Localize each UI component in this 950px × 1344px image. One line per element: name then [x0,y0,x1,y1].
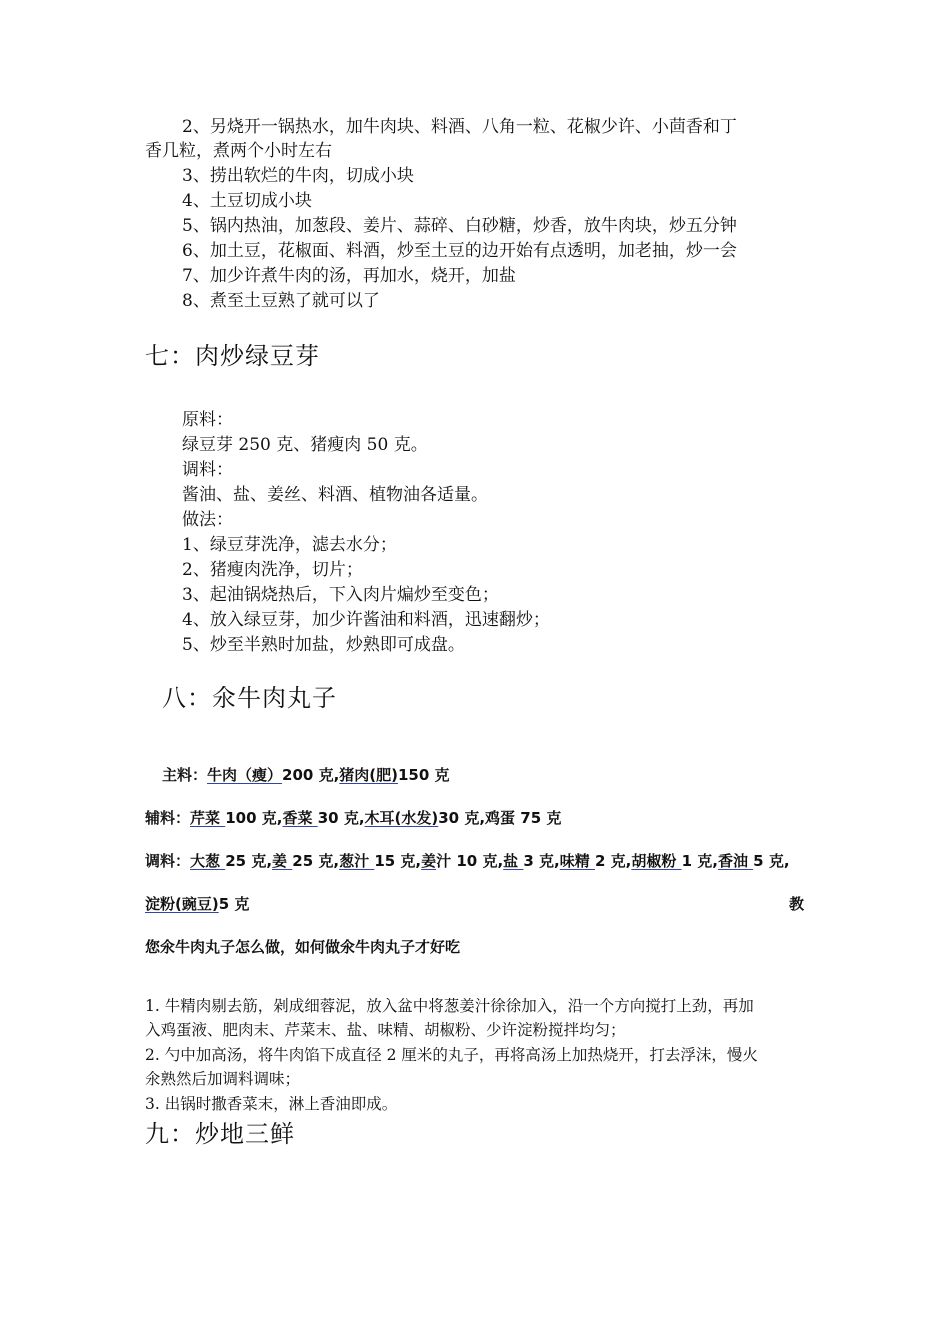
ingredient-link[interactable]: 香菜 [282,809,318,827]
section-heading: 七：肉炒绿豆芽 [145,342,320,370]
step-line: 8、煮至土豆熟了就可以了 [182,291,380,311]
step-line: 6、加土豆，花椒面、料酒，炒至土豆的边开始有点透明，加老抽，炒一会 [182,241,737,261]
starch-ingredient: 淀粉(豌豆)5 克 [145,895,250,913]
step-line: 香几粒，煮两个小时左右 [145,141,332,161]
method-line: 1. 牛精肉剔去筋，剁成细蓉泥，放入盆中将葱姜汁徐徐加入，沿一个方向搅打上劲，再加 [145,997,754,1015]
main-ingredients: 主料：牛肉（瘦）200 克,猪肉(肥)150 克 [162,766,450,784]
method-line: 氽熟然后加调料调味； [145,1070,301,1088]
ingredient-link[interactable]: 淀粉(豌豆) [145,895,219,913]
ingredient-link[interactable]: 猪肉(肥) [339,766,398,784]
method-line: 3. 出锅时撒香菜末，淋上香油即成。 [145,1095,398,1113]
teach-label: 教 [789,895,805,913]
step-line: 5、锅内热油，加葱段、姜片、蒜碎、白砂糖，炒香，放牛肉块，炒五分钟 [182,216,737,236]
step-line: 2、另烧开一锅热水，加牛肉块、料酒、八角一粒、花椒少许、小茴香和丁 [182,117,737,137]
ingredient-link[interactable]: 牛肉（瘦） [207,766,283,784]
ingredient-link[interactable]: 木耳(水发) [364,809,439,827]
recipe-line: 酱油、盐、姜丝、料酒、植物油各适量。 [182,485,488,505]
ingredient-link[interactable]: 葱汁 [339,852,375,870]
ingredient-link[interactable]: 姜 [272,852,293,870]
ingredient-link[interactable]: 芹菜 [190,809,226,827]
ingredient-link[interactable]: 大葱 [190,852,226,870]
recipe-line: 绿豆芽 250 克、猪瘦肉 50 克。 [182,435,428,455]
recipe-line: 做法： [182,510,233,530]
seasoning-ingredients: 调料：大葱 25 克,姜 25 克,葱汁 15 克,姜汁 10 克,盐 3 克,味精 2 克,胡椒粉 1 克,香油 5 克, [145,852,790,870]
step-line: 7、加少许煮牛肉的汤，再加水，烧开，加盐 [182,266,516,286]
ingredient-link[interactable]: 胡椒粉 [631,852,682,870]
question-line: 您氽牛肉丸子怎么做，如何做氽牛肉丸子才好吃 [145,938,461,956]
ingredient-link[interactable]: 盐 [503,852,524,870]
method-line: 2. 勺中加高汤，将牛肉馅下成直径 2 厘米的丸子，再将高汤上加热烧开，打去浮沫，慢火 [145,1046,758,1064]
ingredient-link[interactable]: 味精 [559,852,595,870]
section-heading: 九：炒地三鲜 [145,1120,295,1148]
recipe-line: 4、放入绿豆芽，加少许酱油和料酒，迅速翻炒； [182,610,550,630]
step-line: 3、捞出软烂的牛肉，切成小块 [182,166,414,186]
recipe-line: 调料： [182,460,233,480]
section-heading: 八：氽牛肉丸子 [162,684,337,712]
recipe-line: 1、绿豆芽洗净，滤去水分； [182,535,397,555]
recipe-line: 2、猪瘦肉洗净，切片； [182,560,363,580]
recipe-line: 原料： [182,410,233,430]
recipe-line: 3、起油锅烧热后，下入肉片煸炒至变色； [182,585,499,605]
aux-ingredients: 辅料：芹菜 100 克,香菜 30 克,木耳(水发)30 克,鸡蛋 75 克 [145,809,562,827]
ingredient-link[interactable]: 姜 [421,852,437,870]
step-line: 4、土豆切成小块 [182,191,312,211]
ingredient-link[interactable]: 香油 [717,852,754,870]
recipe-line: 5、炒至半熟时加盐，炒熟即可成盘。 [182,635,465,655]
method-line: 入鸡蛋液、肥肉末、芹菜末、盐、味精、胡椒粉、少许淀粉搅拌均匀； [145,1021,626,1039]
